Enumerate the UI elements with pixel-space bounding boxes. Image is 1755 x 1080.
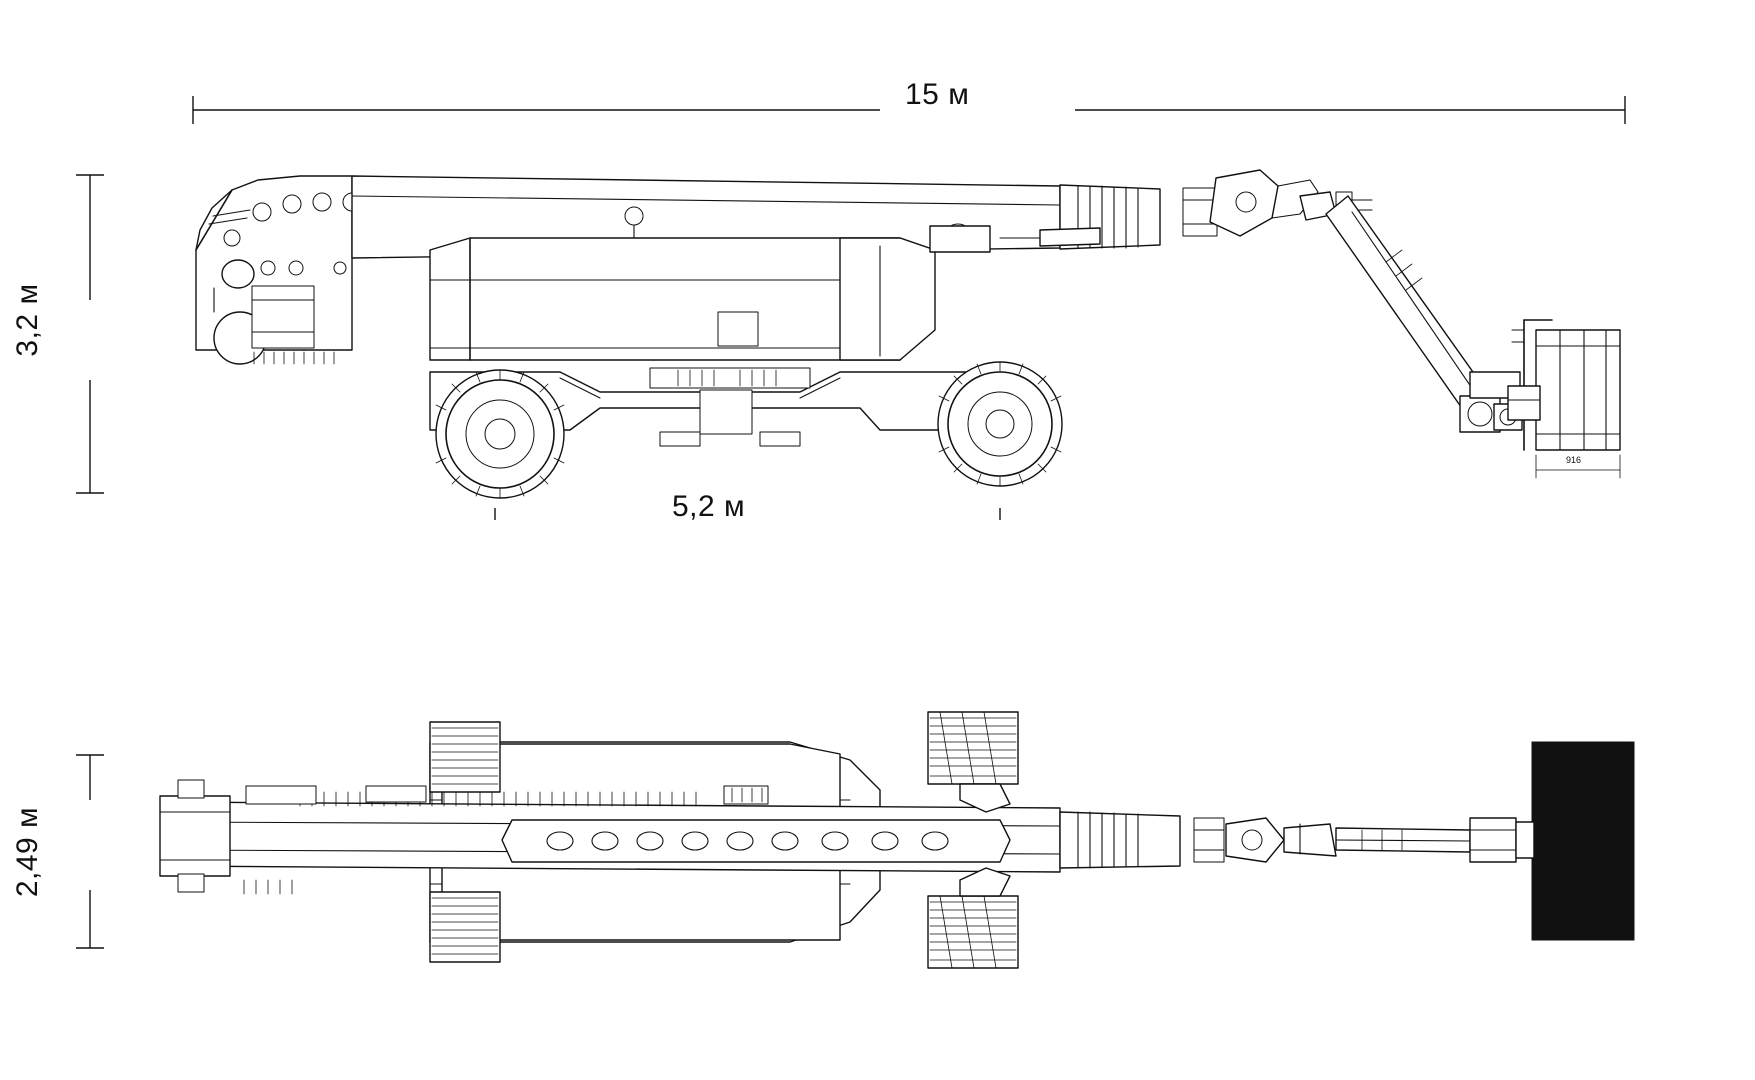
dimension-overall-height xyxy=(76,175,104,493)
side-view xyxy=(0,0,1755,523)
label-overall-height: 3,2 м xyxy=(11,283,44,357)
side-view-graphic xyxy=(0,0,1755,520)
label-overall-length: 15 м xyxy=(905,78,970,111)
boom-lift-side-silhouette xyxy=(196,170,1620,498)
dimension-overall-width xyxy=(76,755,104,948)
label-wheelbase: 5,2 м xyxy=(672,490,746,523)
top-view xyxy=(0,700,1755,1080)
boom-lift-top-silhouette xyxy=(160,712,1634,968)
top-view-graphic xyxy=(0,700,1755,1080)
label-platform-width: 916 xyxy=(1566,455,1582,465)
label-overall-width: 2,49 м xyxy=(11,806,44,898)
dimension-wheelbase xyxy=(495,508,1000,520)
